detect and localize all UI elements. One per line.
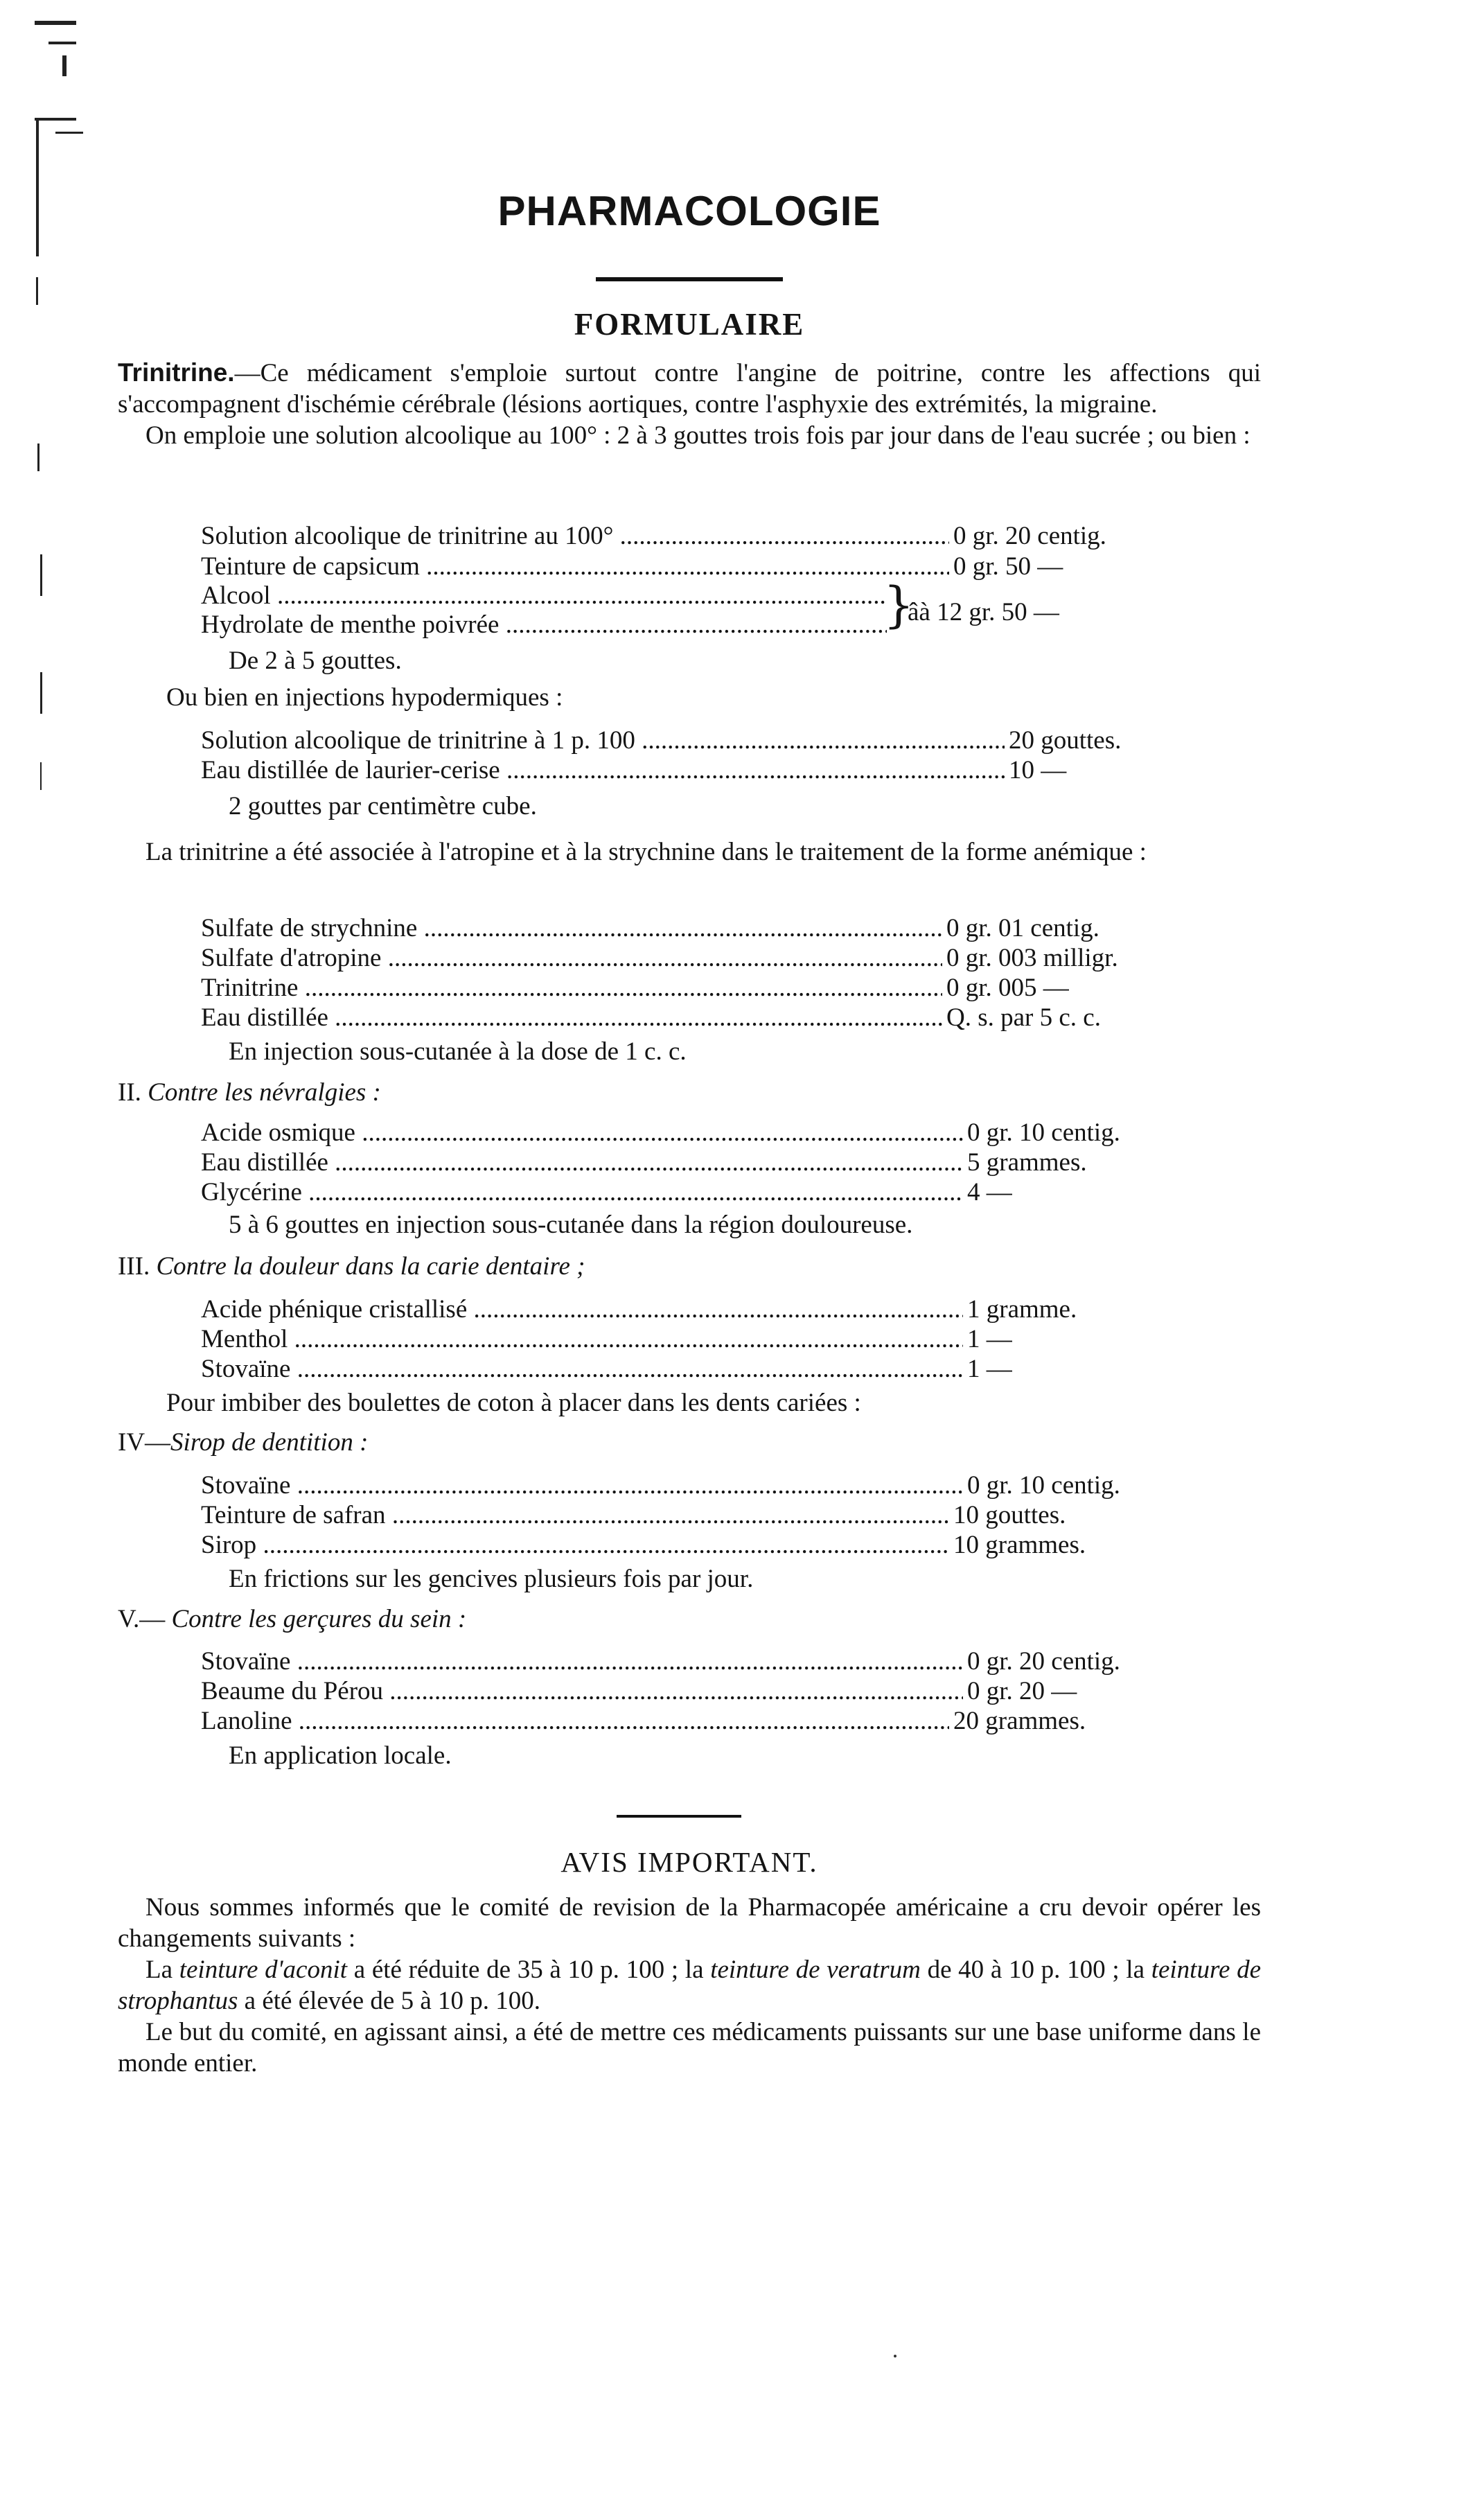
ingredient-qty: 20 gouttes. xyxy=(1005,726,1121,756)
ingredient-qty-aa: âà 12 gr. 50 — xyxy=(908,598,1059,626)
ingredient-qty: 0 gr. 003 milligr. xyxy=(942,943,1118,974)
ingredient-qty: 1 — xyxy=(963,1354,1012,1385)
ingredient-qty: 0 gr. 10 centig. xyxy=(963,1118,1120,1148)
ingredient-qty: 0 gr. 50 — xyxy=(949,552,1063,582)
intro-lead: Trinitrine. xyxy=(118,358,235,387)
ingredient-qty: Q. s. par 5 c. c. xyxy=(942,1003,1101,1033)
strychnine-intro: La trinitrine a été associée à l'atropine et à la strychnine dans le traitement de la forme anémique : xyxy=(145,838,1147,866)
avis-paragraph-2: La teinture d'aconit a été réduite de 35 à 10 p. 100 ; la teinture de veratrum de 40 à 10 p. 100 ; la teinture de strophantus a été élevée de 5 à 10 p. 100. xyxy=(118,1956,1262,2015)
ingredient-name: Eau distillée ..... xyxy=(201,1148,970,1178)
ingredient-name: Stovaïne ..... xyxy=(201,1470,970,1501)
section3-note: Pour imbiber des boulettes de coton à placer dans les dents cariées : xyxy=(166,1389,861,1417)
section-heading-2: II. Contre les névralgies : xyxy=(118,1078,381,1107)
ingredient-qty: 10 gouttes. xyxy=(949,1500,1066,1531)
stray-mark xyxy=(894,2355,896,2357)
section-title: FORMULAIRE xyxy=(574,307,805,342)
intro-paragraph xyxy=(118,357,1261,451)
ingredient-name: Sirop ..... xyxy=(201,1530,956,1561)
ingredient-qty: 5 grammes. xyxy=(963,1148,1087,1178)
ingredient-qty: 0 gr. 01 centig. xyxy=(942,913,1099,944)
ingredient-name: Menthol ..... xyxy=(201,1324,970,1355)
ingredient-name: Teinture de capsicum ..... xyxy=(201,552,963,582)
ingredient-qty: 1 gramme. xyxy=(963,1294,1077,1325)
ingredient-name: Acide osmique ..... xyxy=(201,1118,970,1148)
ingredient-qty: 0 gr. 005 — xyxy=(942,973,1069,1003)
ingredient-name: Eau distillée ..... xyxy=(201,1003,949,1033)
section2-note: 5 à 6 gouttes en injection sous-cutanée dans la région douloureuse. xyxy=(229,1211,913,1239)
ingredient-name: Teinture de safran ..... xyxy=(201,1500,956,1531)
intro-text: —Ce médicament s'emploie surtout contre l'angine de poitrine, contre les affections qui s'accompagnent d'ischémie cérébrale (lésions aortiques, contre l'asphyxie des extrémités, la migraine. xyxy=(118,359,1261,419)
formula3-note: En injection sous-cutanée à la dose de 1 c. c. xyxy=(229,1037,687,1066)
ingredient-name: Lanoline ..... xyxy=(201,1706,956,1737)
ingredient-qty: 10 — xyxy=(1005,755,1066,786)
ingredient-name: Eau distillée de laurier-cerise ..... xyxy=(201,755,1012,786)
ingredient-name: Alcool ..... xyxy=(201,581,887,611)
ingredient-qty: 4 — xyxy=(963,1177,1012,1208)
ingredient-name: Solution alcoolique de trinitrine au 100° ..... xyxy=(201,521,963,552)
ingredient-qty: 0 gr. 20 centig. xyxy=(963,1646,1120,1677)
section-heading-3: III. Contre la douleur dans la carie dentaire ; xyxy=(118,1252,585,1281)
ingredient-qty: 0 gr. 20 — xyxy=(963,1676,1077,1707)
ingredient-name: Sulfate d'atropine ..... xyxy=(201,943,949,974)
section-heading-4: IV—Sirop de dentition : xyxy=(118,1428,369,1457)
avis-paragraphs xyxy=(118,1892,1261,2079)
ingredient-name: Acide phénique cristallisé ..... xyxy=(201,1294,970,1325)
ingredient-name: Glycérine ..... xyxy=(201,1177,970,1208)
inject-intro: Ou bien en injections hypodermiques : xyxy=(166,683,563,712)
ingredient-qty: 20 grammes. xyxy=(949,1706,1086,1737)
avis-rule xyxy=(617,1815,741,1818)
ingredient-name: Hydrolate de menthe poivrée ..... xyxy=(201,610,887,640)
ingredient-qty: 1 — xyxy=(963,1324,1012,1355)
ingredient-name: Stovaïne ..... xyxy=(201,1354,970,1385)
brace-symbol: } xyxy=(883,577,915,633)
ingredient-qty: 10 grammes. xyxy=(949,1530,1086,1561)
section4-note: En frictions sur les gencives plusieurs fois par jour. xyxy=(229,1565,754,1593)
avis-paragraph-1: Nous sommes informés que le comité de revision de la Pharmacopée américaine a cru devoir opérer les changements suivants : xyxy=(118,1893,1261,1953)
section5-note: En application locale. xyxy=(229,1741,452,1770)
ingredient-name: Beaume du Pérou ..... xyxy=(201,1676,970,1707)
ingredient-name: Stovaïne ..... xyxy=(201,1646,970,1677)
ingredient-name: Trinitrine ..... xyxy=(201,973,949,1003)
avis-paragraph-3: Le but du comité, en agissant ainsi, a été de mettre ces médicaments puissants sur une base uniforme dans le monde entier. xyxy=(118,2018,1261,2078)
title-rule xyxy=(596,277,783,281)
ingredient-qty: 0 gr. 10 centig. xyxy=(963,1470,1120,1501)
ingredient-name: Solution alcoolique de trinitrine à 1 p. 100 ..... xyxy=(201,726,1012,756)
ingredient-qty: 0 gr. 20 centig. xyxy=(949,521,1106,552)
formula2-note: 2 gouttes par centimètre cube. xyxy=(229,792,537,820)
ingredient-name: Sulfate de strychnine ..... xyxy=(201,913,949,944)
formula1-note: De 2 à 5 gouttes. xyxy=(229,647,402,675)
avis-title: AVIS IMPORTANT. xyxy=(560,1846,818,1878)
intro-text-2: On emploie une solution alcoolique au 100° : 2 à 3 gouttes trois fois par jour dans de l'eau sucrée ; ou bien : xyxy=(145,421,1251,450)
margin-scan-marks xyxy=(28,14,125,845)
page-title: PHARMACOLOGIE xyxy=(497,188,881,234)
section-heading-5: V.— Contre les gerçures du sein : xyxy=(118,1605,467,1633)
